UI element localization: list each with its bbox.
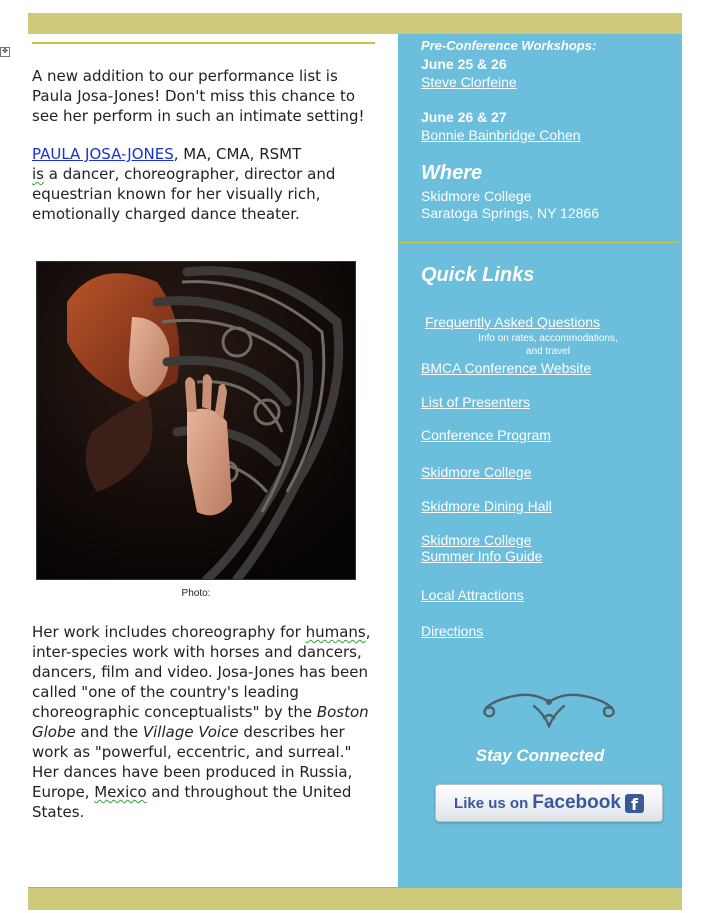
work-mexico: Mexico bbox=[94, 783, 147, 801]
stay-connected-heading: Stay Connected bbox=[475, 746, 605, 765]
quick-links-heading: Quick Links bbox=[421, 264, 535, 286]
work-text-1: Her work includes choreography for bbox=[32, 623, 306, 641]
move-handle-icon[interactable]: ✥ bbox=[0, 47, 10, 57]
scroll-ornament-icon bbox=[474, 686, 624, 730]
sidebar-divider bbox=[398, 242, 678, 243]
summer-info-line-1: Skidmore College bbox=[421, 532, 532, 548]
work-paragraph bbox=[32, 622, 380, 822]
workshops-title: Pre-Conference Workshops: bbox=[421, 38, 597, 53]
summer-info-line-2: Summer Info Guide bbox=[421, 548, 543, 564]
bio-paragraph bbox=[32, 144, 377, 224]
presenter-link-steve-clorfeine[interactable]: Steve Clorfeine bbox=[421, 74, 517, 90]
work-village-voice: Village Voice bbox=[142, 723, 239, 741]
presenters-list-link[interactable]: List of Presenters bbox=[421, 394, 530, 410]
photo-caption: Photo: bbox=[181, 588, 211, 599]
sidebar bbox=[398, 34, 682, 887]
work-humans: humans bbox=[305, 623, 366, 641]
faq-note-line-1: Info on rates, accommodations, bbox=[478, 333, 618, 344]
faq-link[interactable]: Frequently Asked Questions bbox=[425, 314, 601, 330]
presenter-link-bonnie-bainbridge-cohen[interactable]: Bonnie Bainbridge Cohen bbox=[421, 127, 581, 143]
workshop-date-1: June 25 & 26 bbox=[421, 56, 507, 72]
where-heading: Where bbox=[421, 162, 483, 184]
bio-is: is bbox=[32, 165, 44, 183]
divider bbox=[32, 42, 375, 44]
top-band bbox=[28, 13, 682, 34]
work-text-4: describes her work as "powerful, eccentric, and surreal." Her dances have been produced in Russia, Europe, bbox=[32, 723, 353, 801]
faq-note-line-2: and travel bbox=[526, 346, 570, 357]
paula-josa-jones-link[interactable]: PAULA JOSA-JONES bbox=[32, 145, 174, 163]
summer-info-guide-link[interactable] bbox=[421, 532, 542, 564]
skidmore-college-link[interactable]: Skidmore College bbox=[421, 464, 532, 480]
where-line-2: Saratoga Springs, NY 12866 bbox=[421, 205, 599, 221]
work-text-3: and the bbox=[75, 723, 143, 741]
facebook-icon: f bbox=[625, 794, 644, 813]
performer-photo bbox=[36, 261, 356, 580]
work-boston-globe: Boston Globe bbox=[32, 703, 369, 741]
main-column bbox=[32, 34, 378, 224]
bio-credentials: , MA, CMA, RSMT bbox=[173, 145, 302, 163]
bottom-band bbox=[28, 887, 682, 910]
work-text-2: , inter-species work with horses and dancers, dancers, film and video. Josa-Jones has been called "one of the country's leading choreographic conceptualists" by the bbox=[32, 623, 371, 721]
facebook-brand-text: Facebook bbox=[532, 792, 621, 813]
bmca-website-link[interactable]: BMCA Conference Website bbox=[421, 360, 592, 376]
faq-note bbox=[458, 332, 638, 358]
where-line-1: Skidmore College bbox=[421, 188, 532, 204]
facebook-like-text: Like us on bbox=[454, 794, 529, 812]
local-attractions-link[interactable]: Local Attractions bbox=[421, 587, 524, 603]
workshop-date-2: June 26 & 27 bbox=[421, 109, 507, 125]
intro-paragraph: A new addition to our performance list is Paula Josa-Jones! Don't miss this chance to see her perform in such an intimate setting! bbox=[32, 67, 365, 125]
bio-rest: a dancer, choreographer, director and equestrian known for her visually rich, emotionally charged dance theater. bbox=[32, 165, 336, 223]
dining-hall-link[interactable]: Skidmore Dining Hall bbox=[421, 498, 552, 514]
conference-program-link[interactable]: Conference Program bbox=[421, 427, 551, 443]
facebook-like-button[interactable] bbox=[435, 784, 663, 822]
work-text-5: and throughout the United States. bbox=[32, 783, 352, 821]
directions-link[interactable]: Directions bbox=[421, 623, 484, 639]
